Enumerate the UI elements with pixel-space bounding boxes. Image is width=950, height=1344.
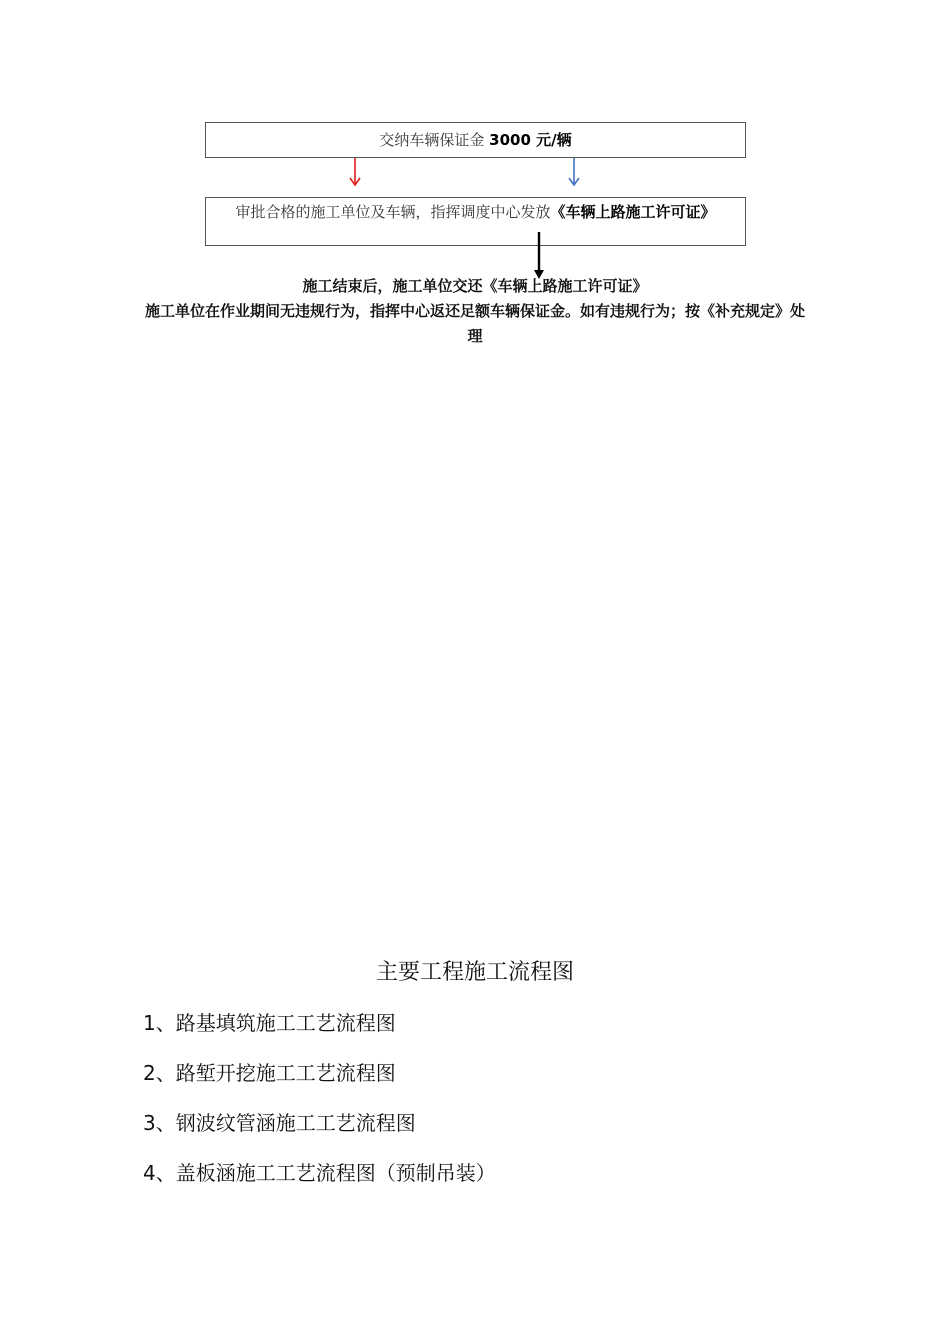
list-item: 4、盖板涵施工工艺流程图（预制吊装）	[143, 1161, 496, 1185]
red-down-arrow-icon	[348, 157, 362, 189]
flowchart-list	[143, 1008, 496, 1208]
flow-note-return-permit: 施工结束后，施工单位交还《车辆上路施工许可证》	[302, 277, 648, 295]
black-down-arrow-icon	[531, 232, 547, 280]
flow-box-approval	[205, 197, 746, 246]
section-heading: 主要工程施工流程图	[375, 960, 574, 985]
list-item: 2、路堑开挖施工工艺流程图	[143, 1061, 396, 1085]
list-item: 1、路基填筑施工工艺流程图	[143, 1011, 396, 1035]
flow-box-approval-permit: 《车辆上路施工许可证》	[550, 203, 716, 221]
blue-down-arrow-icon	[567, 157, 581, 189]
list-item: 3、钢波纹管涵施工工艺流程图	[143, 1111, 416, 1135]
flow-box-deposit-text: 交纳车辆保证金	[379, 131, 490, 149]
flow-box-approval-text: 审批合格的施工单位及车辆，指挥调度中心发放	[235, 203, 551, 221]
flow-note-refund-deposit: 施工单位在作业期间无违规行为，指挥中心返还足额车辆保证金。如有违规行为；按《补充规定》处理	[144, 302, 805, 345]
flow-box-deposit	[205, 122, 746, 158]
flow-box-deposit-amount: 3000 元/辆	[489, 131, 572, 149]
